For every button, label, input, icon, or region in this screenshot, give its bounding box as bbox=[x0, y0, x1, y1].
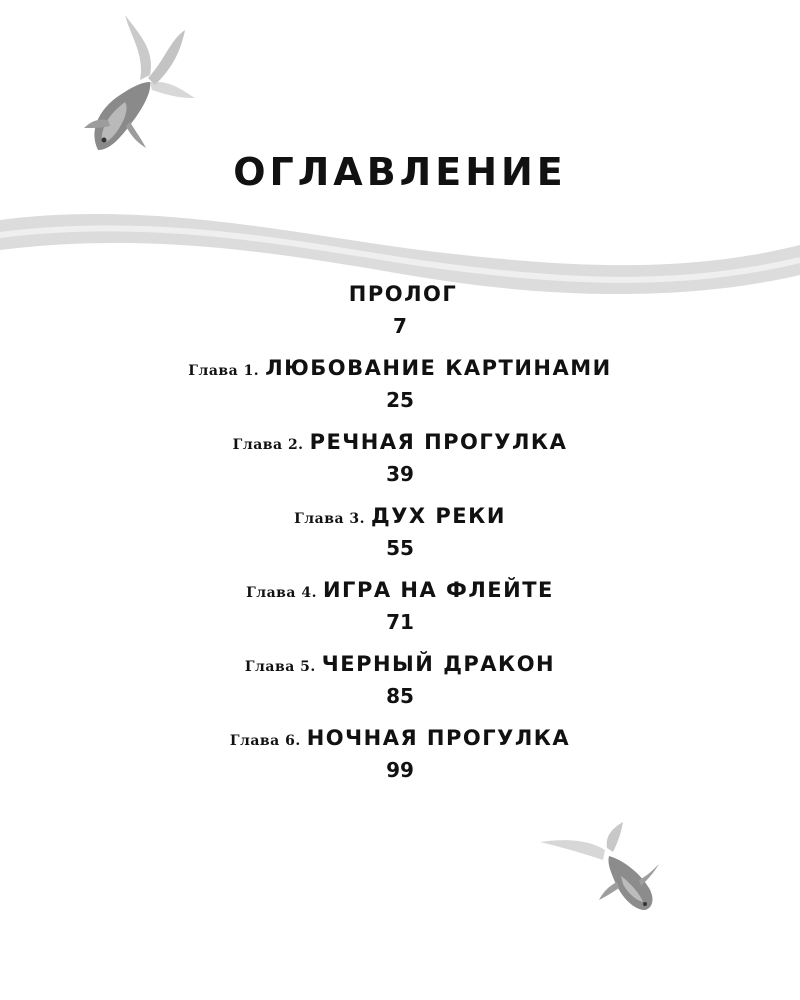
toc-entry-title bbox=[0, 354, 800, 385]
table-of-contents bbox=[0, 280, 800, 798]
page-number: 85 bbox=[386, 684, 414, 708]
toc-entry-title bbox=[0, 650, 800, 681]
toc-entry-chapter-3 bbox=[0, 502, 800, 576]
chapter-prefix: Глава 2. bbox=[232, 437, 304, 453]
chapter-name: НОЧНАЯ ПРОГУЛКА bbox=[306, 726, 571, 750]
toc-entry-prologue bbox=[0, 280, 800, 354]
chapter-name: ИГРА НА ФЛЕЙТЕ bbox=[322, 578, 554, 602]
chapter-name: ЛЮБОВАНИЕ КАРТИНАМИ bbox=[265, 356, 612, 380]
koi-fish-bottom-icon bbox=[535, 820, 665, 915]
toc-entry-chapter-6 bbox=[0, 724, 800, 798]
toc-entry-title bbox=[0, 280, 800, 311]
toc-entry-chapter-1 bbox=[0, 354, 800, 428]
chapter-prefix: Глава 1. bbox=[188, 363, 260, 379]
chapter-name: РЕЧНАЯ ПРОГУЛКА bbox=[309, 430, 568, 454]
toc-entry-title bbox=[0, 724, 800, 755]
toc-entry-title bbox=[0, 576, 800, 607]
page-number: 25 bbox=[386, 388, 414, 412]
toc-entry-chapter-4 bbox=[0, 576, 800, 650]
page-number: 99 bbox=[386, 758, 414, 782]
chapter-prefix: Глава 6. bbox=[229, 733, 301, 749]
chapter-prefix: Глава 3. bbox=[294, 511, 366, 527]
chapter-name: ДУХ РЕКИ bbox=[371, 504, 506, 528]
chapter-name: ПРОЛОГ bbox=[348, 282, 458, 306]
koi-fish-top-icon bbox=[70, 10, 200, 170]
toc-entry-chapter-5 bbox=[0, 650, 800, 724]
toc-entry-title bbox=[0, 502, 800, 533]
page-number: 55 bbox=[386, 536, 414, 560]
page-number: 71 bbox=[386, 610, 414, 634]
chapter-name: ЧЕРНЫЙ ДРАКОН bbox=[321, 652, 556, 676]
page-number: 7 bbox=[393, 314, 407, 338]
page-title: ОГЛАВЛЕНИЕ bbox=[233, 150, 567, 194]
chapter-prefix: Глава 4. bbox=[246, 585, 317, 601]
chapter-prefix: Глава 5. bbox=[244, 659, 316, 675]
toc-entry-title bbox=[0, 428, 800, 459]
page-number: 39 bbox=[386, 462, 414, 486]
toc-entry-chapter-2 bbox=[0, 428, 800, 502]
